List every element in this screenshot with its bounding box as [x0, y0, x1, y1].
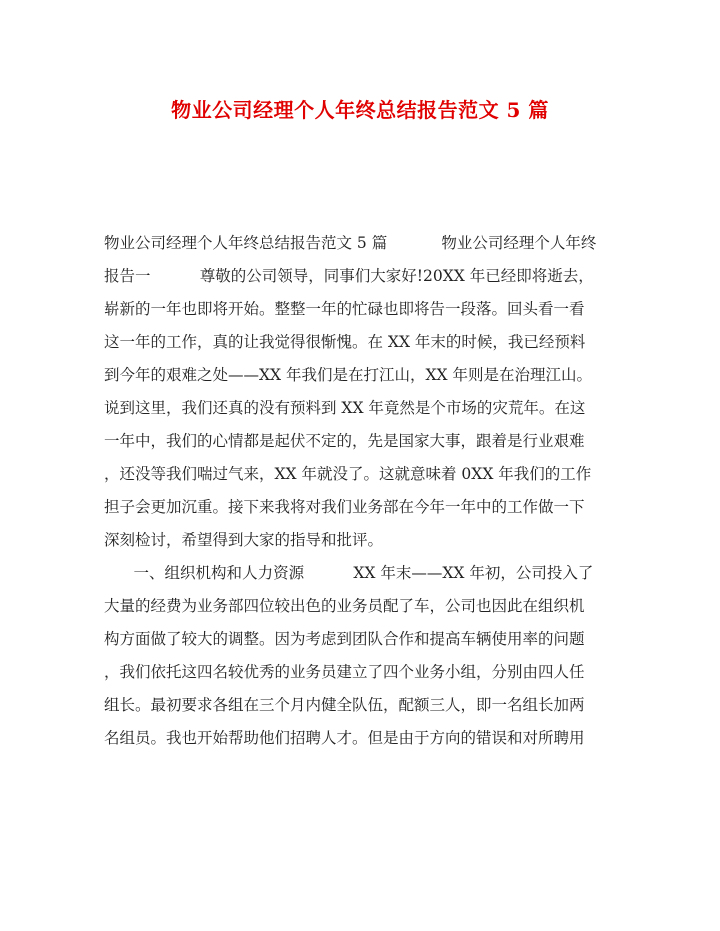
body-line: 大量的经费为业务部四位较出色的业务员配了车，公司也因此在组织机 — [104, 597, 585, 615]
body-line: ，还没等我们喘过气来，XX 年就没了。这就意味着 0XX 年我们的工作 — [104, 465, 592, 483]
body-line: 名组员。我也开始帮助他们招聘人才。但是由于方向的错误和对所聘用 — [104, 729, 585, 747]
body-line: 深刻检讨，希望得到大家的指导和批评。 — [104, 531, 384, 549]
body-line: 说到这里，我们还真的没有预料到 XX 年竟然是个市场的灾荒年。在这 — [104, 399, 586, 417]
body-line: 一年中，我们的心情都是起伏不定的，先是国家大事，跟着是行业艰难 — [104, 432, 585, 450]
body-line: 崭新的一年也即将开始。整整一年的忙碌也即将告一段落。回头看一看 — [104, 300, 585, 318]
body-line: 报告一 尊敬的公司领导，同事们大家好!20XX 年已经即将逝去， — [104, 267, 594, 285]
document-body — [104, 227, 620, 755]
body-line: 担子会更加沉重。接下来我将对我们业务部在今年一年中的工作做一下 — [104, 498, 585, 516]
document-title: 物业公司经理个人年终总结报告范文 5 篇 — [171, 98, 549, 122]
body-line: 这一年的工作，真的让我觉得很惭愧。在 XX 年末的时候，我已经预料 — [104, 333, 586, 351]
body-line: 一、组织机构和人力资源 XX 年末——XX 年初，公司投入了 — [104, 564, 594, 582]
body-line: 到今年的艰难之处——XX 年我们是在打江山，XX 年则是在治理江山。 — [104, 366, 592, 384]
body-line: 物业公司经理个人年终总结报告范文 5 篇 物业公司经理个人年终 — [104, 234, 597, 252]
body-line: ，我们依托这四名较优秀的业务员建立了四个业务小组，分别由四人任 — [104, 663, 585, 681]
body-line: 构方面做了较大的调整。因为考虑到团队合作和提高车辆使用率的问题 — [104, 630, 585, 648]
body-line: 组长。最初要求各组在三个月内健全队伍，配额三人，即一名组长加两 — [104, 696, 585, 714]
